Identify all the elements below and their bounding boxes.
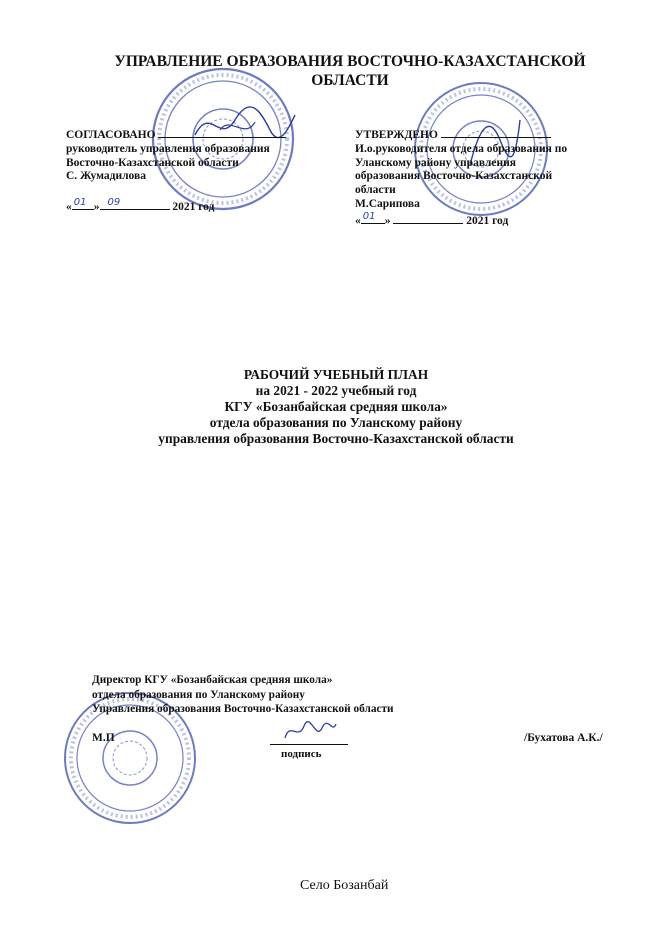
header-title [90, 52, 610, 90]
spacer [66, 184, 336, 198]
header-title-line2: ОБЛАСТИ [311, 72, 389, 89]
approval-left-block [66, 126, 336, 215]
header-title-line1: УПРАВЛЕНИЕ ОБРАЗОВАНИЯ ВОСТОЧНО-КАЗАХСТАНСКОЙ [114, 53, 586, 70]
date-day-field-left [72, 198, 94, 210]
approval-right-position-1: И.о.руководителя отдела образования по [355, 142, 568, 155]
village-name: Село Бозанбай [300, 878, 389, 893]
approval-right-heading-text: УТВЕРЖДЕНО [355, 129, 438, 141]
director-block [92, 673, 542, 717]
director-department: отдела образования по Уланскому району [92, 688, 305, 701]
approval-right-block [355, 126, 655, 229]
approval-left-heading-text: СОГЛАСОВАНО [66, 129, 156, 141]
plan-year: на 2021 - 2022 учебный год [255, 383, 417, 398]
date-month-field-left [100, 198, 170, 210]
approval-left-position-1: руководитель управления образования [66, 142, 270, 155]
plan-title: РАБОЧИЙ УЧЕБНЫЙ ПЛАН [243, 367, 429, 382]
date-day-left: 01 [73, 196, 87, 208]
approval-left-position-2: Восточно-Казахстанской области [66, 156, 239, 169]
approval-left-heading [66, 126, 336, 143]
plan-school: КГУ «Бозанбайская средняя школа» [224, 399, 448, 414]
approval-left-date: « 01 » 09 2021 год [66, 196, 215, 213]
date-day-field-right [361, 212, 385, 224]
approval-right-date: « 01 » 2021 год [355, 210, 509, 227]
plan-title-block [86, 367, 586, 447]
stamp-place-label: М.П [92, 732, 115, 744]
date-year-right: 2021 год [466, 214, 509, 227]
approval-left-name: С. Жумадилова [66, 170, 146, 183]
approval-right-position-2: Уланскому району управления [355, 156, 516, 169]
signature-line-left [158, 126, 286, 138]
approval-right-heading [355, 126, 655, 143]
date-month-left: 09 [107, 196, 121, 208]
approval-right-name: М.Сарипова [355, 197, 420, 210]
signature-line-right [441, 126, 551, 138]
signature-caption: подпись [281, 748, 322, 760]
plan-administration: управления образования Восточно-Казахстанской области [158, 431, 514, 446]
date-month-field-right [393, 212, 463, 224]
director-name: /Бухатова А.К./ [524, 732, 603, 744]
plan-department: отдела образования по Уланскому району [209, 415, 463, 430]
date-day-right: 01 [362, 210, 376, 222]
director-title: Директор КГУ «Бозанбайская средняя школа» [92, 674, 333, 686]
director-administration: Управления образования Восточно-Казахстанской области [92, 703, 394, 715]
date-year-left: 2021 год [172, 200, 215, 213]
approval-right-position-4: области [355, 184, 396, 197]
approval-right-position-3: образования Восточно-Казахстанской [355, 170, 553, 183]
director-signature-line [270, 728, 348, 745]
